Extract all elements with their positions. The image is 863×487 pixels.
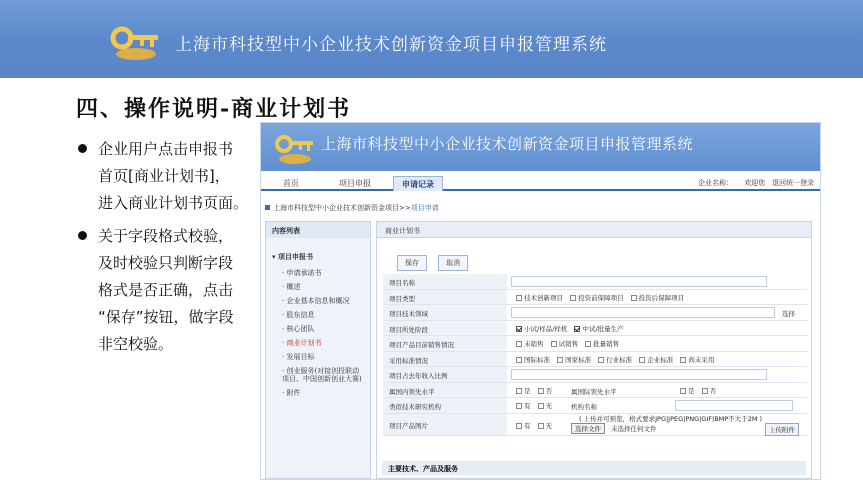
checkbox[interactable] xyxy=(551,341,557,347)
breadcrumb-path[interactable]: 上海市科技型中小企业技术创新资金项目>> xyxy=(273,204,411,212)
option-label: 试销售 xyxy=(558,340,579,348)
breadcrumb-arrow-icon xyxy=(265,205,270,210)
checkbox[interactable] xyxy=(702,388,708,394)
image-options xyxy=(511,421,552,430)
option-label: 批量销售 xyxy=(593,340,620,348)
form-row xyxy=(383,290,807,306)
bullet-list xyxy=(78,136,258,364)
sidebar-group[interactable]: ▾ 项目申报书 xyxy=(272,253,313,261)
checkbox[interactable] xyxy=(585,341,591,347)
intl-options xyxy=(675,386,716,395)
breadcrumb-current: 项目申请 xyxy=(410,204,439,212)
sidebar-item-business-plan[interactable]: · 商业计划书 xyxy=(282,339,322,347)
breadcrumb xyxy=(265,203,439,213)
option-label: 技术创新项目 xyxy=(524,293,563,302)
form-row xyxy=(383,336,807,352)
checkbox[interactable] xyxy=(538,423,544,429)
sidebar-group-label: 项目申报书 xyxy=(277,253,313,261)
org-name-input[interactable] xyxy=(675,400,793,411)
form-row xyxy=(383,414,807,436)
tab-apply-records[interactable]: 申请记录 xyxy=(393,176,443,191)
option-label: 企业标准 xyxy=(647,355,674,364)
key-logo-icon xyxy=(273,126,317,166)
option-label: 投资后保障项目 xyxy=(638,293,685,302)
project-type-options xyxy=(511,293,684,302)
field-label: 项目产品图片 xyxy=(383,414,507,435)
checkbox[interactable] xyxy=(516,357,522,363)
checkbox[interactable] xyxy=(631,295,637,301)
logout-link[interactable]: 退回统一登录 xyxy=(772,179,814,187)
form-row xyxy=(383,305,807,321)
option-label: 未销售 xyxy=(524,340,544,348)
app-nav xyxy=(261,175,821,191)
option-label: 否 xyxy=(709,386,717,395)
checkbox[interactable] xyxy=(557,357,563,363)
bullet-line: 企业用户点击申报书 xyxy=(98,140,234,158)
standard-options xyxy=(511,355,714,364)
main-title: 商业计划书 xyxy=(377,222,811,238)
field-label: 类似技术研究机构 xyxy=(383,398,507,413)
sidebar-item-label: 企业基本信息和概况 xyxy=(286,297,350,305)
slide-header xyxy=(0,0,863,78)
tech-field-input[interactable] xyxy=(511,307,775,318)
tab-project-apply[interactable]: 项目申报 xyxy=(339,179,371,188)
form-row xyxy=(383,367,807,383)
option-label: 无 xyxy=(545,402,553,410)
form-row xyxy=(383,274,807,290)
save-button[interactable]: 保存 xyxy=(397,255,427,271)
option-label: 是 xyxy=(524,386,531,395)
sidebar-item-label: 创业服务(对接创投联动项目、中国创新创业大赛) xyxy=(282,367,362,383)
upload-note: ( 上传并可预览，格式要求JPG|JPEG|PNG|GIF|BMP不大于2M ) xyxy=(579,414,763,423)
checkbox[interactable] xyxy=(570,295,576,301)
sidebar-item-company-info[interactable]: · 企业基本信息和概况 xyxy=(282,297,350,305)
option-label: 小试/样品/样机 xyxy=(524,324,568,333)
option-label: 有 xyxy=(524,421,531,430)
field-label: 采用标准情况 xyxy=(383,352,507,367)
bullet-item xyxy=(78,223,258,358)
field-label: 项目占去年收入比例 xyxy=(383,367,507,382)
domestic-options xyxy=(511,386,552,395)
form-row xyxy=(383,321,807,337)
welcome-text: 欢迎您 xyxy=(744,179,766,187)
sidebar-item-core-team[interactable]: · 核心团队 xyxy=(282,325,315,333)
checkbox-checked[interactable] xyxy=(574,326,580,332)
file-status: 未选择任何文件 xyxy=(611,424,657,433)
option-label: 是 xyxy=(688,386,695,395)
business-plan-form xyxy=(383,274,807,436)
upload-attachment-button[interactable]: 上传附件 xyxy=(765,423,799,436)
org-label: 机构名称 xyxy=(571,403,597,411)
option-label: 否 xyxy=(545,386,553,395)
checkbox[interactable] xyxy=(538,388,544,394)
sidebar-item-label: 发展目标 xyxy=(286,353,315,361)
bullet-line: 首页[商业计划书]， xyxy=(98,167,230,185)
user-area xyxy=(698,178,814,188)
option-label: 无 xyxy=(545,421,553,430)
option-label: 行业标准 xyxy=(606,355,633,364)
option-label: 投资前保障项目 xyxy=(578,293,624,302)
bullet-item xyxy=(78,136,258,217)
bullet-line: 非空校验。 xyxy=(98,335,174,353)
option-label: 国家标准 xyxy=(565,355,592,364)
sales-options xyxy=(511,339,619,348)
form-row xyxy=(383,398,807,414)
option-label: 中试/批量生产 xyxy=(582,324,624,333)
bullet-line: 进入商业计划书页面。 xyxy=(98,194,249,212)
sidebar-item-label: 申请承诺书 xyxy=(286,269,322,277)
sidebar-title: 内容列表 xyxy=(266,222,370,238)
main-panel xyxy=(376,221,812,479)
research-options xyxy=(511,401,552,410)
sidebar-item-label: 股东信息 xyxy=(286,311,315,319)
field-label: 项目技术领域 xyxy=(383,305,507,320)
sidebar-item-shareholders[interactable]: · 股东信息 xyxy=(282,311,315,319)
section-title: 主要技术、产品及服务 xyxy=(382,461,806,475)
revenue-ratio-input[interactable] xyxy=(511,369,767,380)
intl-label: 属国际领先水平 xyxy=(571,387,617,396)
project-name-input[interactable] xyxy=(511,276,767,287)
app-header xyxy=(261,123,821,171)
checkbox[interactable] xyxy=(516,403,522,409)
cancel-button[interactable]: 取消 xyxy=(438,255,468,271)
field-label: 项目所处阶段 xyxy=(383,321,507,336)
choose-file-button[interactable]: 选择文件 xyxy=(571,423,605,434)
button-row xyxy=(397,250,474,271)
checkbox-checked[interactable] xyxy=(516,326,522,332)
company-label: 企业名称： xyxy=(698,179,734,187)
form-row xyxy=(383,352,807,368)
bullet-line: 及时校验只判断字段 xyxy=(98,254,234,272)
app-header-title: 上海市科技型中小企业技术创新资金项目申报管理系统 xyxy=(321,135,694,153)
sidebar-item-commitment[interactable]: · 申请承诺书 xyxy=(282,269,322,277)
tab-home[interactable]: 首页 xyxy=(283,179,299,188)
stage-options xyxy=(511,324,624,333)
sidebar-item-goals[interactable]: · 发展目标 xyxy=(282,353,315,361)
option-label: 尚未采用 xyxy=(688,355,715,364)
slide-header-title: 上海市科技型中小企业技术创新资金项目申报管理系统 xyxy=(175,35,607,55)
select-button[interactable]: 选择 xyxy=(782,310,795,318)
field-label: 项目类型 xyxy=(383,290,507,305)
checkbox[interactable] xyxy=(516,341,522,347)
slide-heading: 四、操作说明-商业计划书 xyxy=(76,96,352,122)
key-logo-icon xyxy=(108,18,164,62)
sidebar-item-label: 概述 xyxy=(286,283,301,291)
checkbox[interactable] xyxy=(516,388,522,394)
checkbox[interactable] xyxy=(538,403,544,409)
field-label: 属国内领先水平 xyxy=(383,383,507,398)
option-label: 国际标准 xyxy=(524,355,550,364)
checkbox[interactable] xyxy=(680,357,686,363)
checkbox[interactable] xyxy=(639,357,645,363)
sidebar-item-label: 核心团队 xyxy=(286,325,315,333)
bullet-dot-icon xyxy=(78,231,87,240)
sidebar-item-overview[interactable]: · 概述 xyxy=(282,283,301,291)
field-label: 项目名称 xyxy=(383,274,507,289)
field-label: 项目产品目前销售情况 xyxy=(383,336,507,351)
checkbox[interactable] xyxy=(516,295,522,301)
sidebar-item-label: 附件 xyxy=(286,389,301,397)
app-screenshot xyxy=(260,122,821,480)
checkbox[interactable] xyxy=(598,357,604,363)
option-label: 有 xyxy=(524,402,531,410)
bullet-dot-icon xyxy=(78,144,87,153)
sidebar xyxy=(265,221,371,479)
bullet-line: “保存”按钮，做字段 xyxy=(98,308,234,326)
checkbox[interactable] xyxy=(516,423,522,429)
sidebar-item-attachments[interactable]: · 附件 xyxy=(282,389,301,397)
bullet-line: 关于字段格式校验， xyxy=(98,227,234,245)
sidebar-item-label: 商业计划书 xyxy=(286,339,322,347)
checkbox[interactable] xyxy=(680,388,686,394)
sidebar-item-startup-services[interactable]: · 创业服务(对接创投联动项目、中国创新创业大赛) xyxy=(282,367,362,383)
form-row xyxy=(383,383,807,399)
bullet-line: 格式是否正确，点击 xyxy=(98,281,234,299)
